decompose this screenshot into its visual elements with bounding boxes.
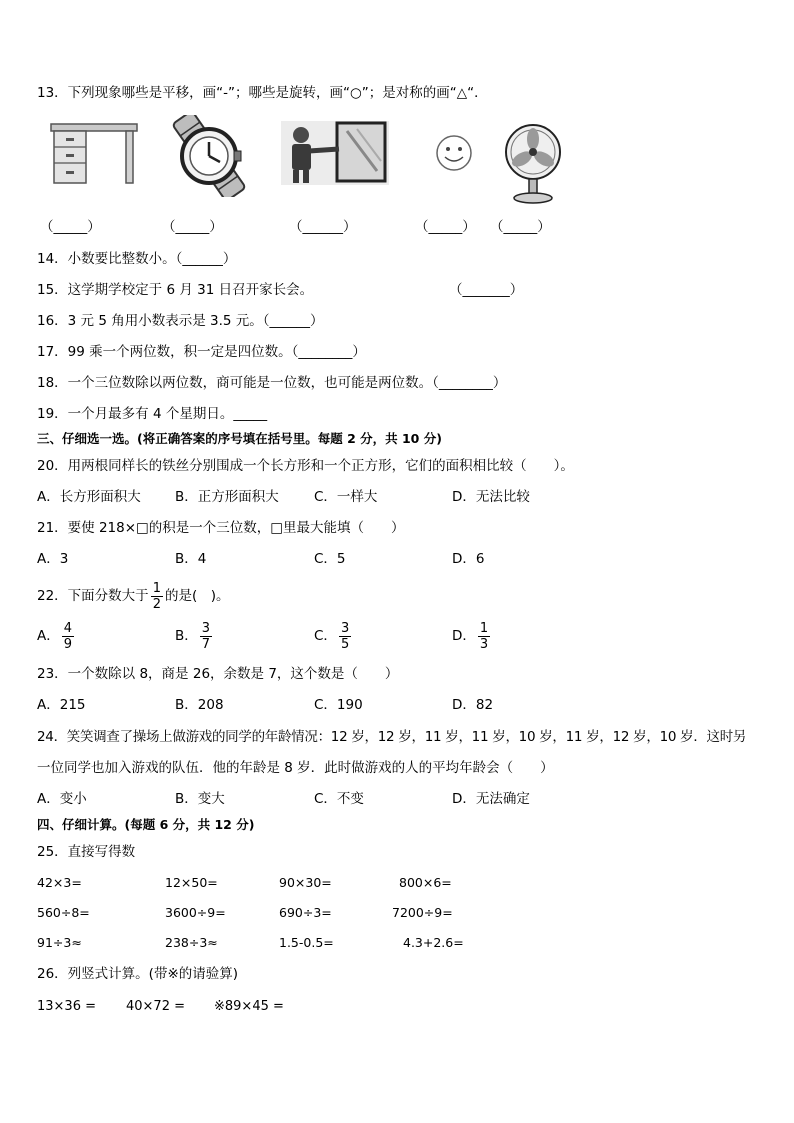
q22-option-a-fraction bbox=[62, 621, 74, 652]
q22-option-b-fraction bbox=[200, 621, 212, 652]
watch-icon bbox=[162, 115, 256, 197]
vertical-calc-item: 40×72 = bbox=[126, 999, 186, 1014]
q22-option-d-label: D． bbox=[452, 628, 476, 644]
section-4-heading: 四、仔细计算。(每题 6 分，共 12 分) bbox=[37, 817, 255, 832]
q23-option-d[interactable]: D．82 bbox=[452, 697, 494, 713]
q22-option-b-label: B． bbox=[175, 628, 198, 644]
denominator: 9 bbox=[63, 636, 73, 652]
q22-option-a-label: A． bbox=[37, 628, 60, 644]
q19-text: 19．一个月最多有 4 个星期日。_____ bbox=[37, 406, 268, 422]
smiley-face-icon bbox=[432, 133, 476, 173]
q13-blank-3[interactable]: （______） bbox=[289, 219, 357, 235]
q15-blank[interactable]: （_______） bbox=[449, 282, 524, 298]
q23-option-c[interactable]: C．190 bbox=[314, 697, 363, 713]
calc-item: 12×50= bbox=[165, 875, 218, 890]
q13-text: 13．下列现象哪些是平移，画“-”；哪些是旋转，画“○”；是对称的画“△“． bbox=[37, 85, 488, 101]
calc-item: 42×3= bbox=[37, 875, 82, 890]
vertical-calc-item: 13×36 = bbox=[37, 999, 97, 1014]
q13-blank-1[interactable]: （_____） bbox=[40, 219, 101, 235]
q20-text: 20．用两根同样长的铁丝分别围成一个长方形和一个正方形，它们的面积相比较（ ）。 bbox=[37, 458, 574, 474]
q22-option-b[interactable] bbox=[175, 619, 214, 653]
q21-text: 21．要使 218×□的积是一个三位数，□里最大能填（ ） bbox=[37, 520, 405, 536]
q15-text: 15．这学期学校定于 6 月 31 日召开家长会。 bbox=[37, 282, 314, 298]
vertical-calc-item: ※89×45 = bbox=[214, 999, 284, 1014]
q24-text-line-2: 一位同学也加入游戏的队伍．他的年龄是 8 岁．此时做游戏的人的平均年龄会（ ） bbox=[37, 760, 554, 776]
calc-item: 4.3+2.6= bbox=[403, 935, 464, 950]
q22-text-before: 22．下面分数大于 bbox=[37, 588, 149, 604]
calc-item: 90×30= bbox=[279, 875, 332, 890]
q25-text: 25．直接写得数 bbox=[37, 844, 136, 860]
calc-item: 238÷3≈ bbox=[165, 935, 218, 950]
desk-icon bbox=[48, 120, 140, 186]
q21-option-a[interactable]: A．3 bbox=[37, 551, 69, 567]
q22-fraction bbox=[151, 581, 163, 612]
q22-option-c-fraction bbox=[339, 621, 351, 652]
denominator: 3 bbox=[479, 636, 489, 652]
q20-option-b[interactable]: B．正方形面积大 bbox=[175, 489, 279, 505]
q14-text: 14．小数要比整数小。（______） bbox=[37, 251, 237, 267]
q21-option-d[interactable]: D．6 bbox=[452, 551, 485, 567]
q22-text-after: 的是( )。 bbox=[164, 588, 230, 604]
calc-item: 1.5-0.5= bbox=[279, 935, 334, 950]
numerator: 1 bbox=[479, 620, 489, 636]
q22-text bbox=[37, 579, 230, 613]
q24-text-line-1: 24．笑笑调查了操场上做游戏的同学的年龄情况：12 岁，12 岁，11 岁，11 岁，10 岁，11 岁，12 岁，10 岁．这时另 bbox=[37, 729, 747, 745]
q22-fraction-numerator: 1 bbox=[152, 580, 161, 596]
q20-option-a[interactable]: A．长方形面积大 bbox=[37, 489, 141, 505]
calc-item: 91÷3≈ bbox=[37, 935, 82, 950]
q16-text: 16．3 元 5 角用小数表示是 3.5 元。（______） bbox=[37, 313, 324, 329]
q22-fraction-denominator: 2 bbox=[152, 596, 161, 612]
q20-option-c[interactable]: C．一样大 bbox=[314, 489, 378, 505]
numerator: 3 bbox=[340, 620, 350, 636]
q13-blank-5[interactable]: （_____） bbox=[490, 219, 551, 235]
q23-text: 23．一个数除以 8，商是 26，余数是 7，这个数是（ ） bbox=[37, 666, 399, 682]
q22-option-c-label: C． bbox=[314, 628, 337, 644]
q24-option-a[interactable]: A．变小 bbox=[37, 791, 87, 807]
q18-text: 18．一个三位数除以两位数，商可能是一位数，也可能是两位数。（________） bbox=[37, 375, 507, 391]
q20-option-d[interactable]: D．无法比较 bbox=[452, 489, 530, 505]
q13-blank-2[interactable]: （_____） bbox=[162, 219, 223, 235]
numerator: 4 bbox=[63, 620, 73, 636]
q24-option-c[interactable]: C．不变 bbox=[314, 791, 364, 807]
q22-option-d-fraction bbox=[478, 621, 490, 652]
q26-text: 26．列竖式计算。(带※的请验算) bbox=[37, 966, 239, 982]
calc-item: 7200÷9= bbox=[392, 905, 453, 920]
q13-blank-4[interactable]: （_____） bbox=[415, 219, 476, 235]
electric-fan-icon bbox=[503, 122, 563, 204]
calc-item: 800×6= bbox=[399, 875, 452, 890]
q17-text: 17．99 乘一个两位数，积一定是四位数。（________） bbox=[37, 344, 366, 360]
q22-option-c[interactable] bbox=[314, 619, 353, 653]
q21-option-c[interactable]: C．5 bbox=[314, 551, 346, 567]
window-push-icon bbox=[281, 121, 389, 185]
calc-item: 560÷8= bbox=[37, 905, 90, 920]
q24-option-d[interactable]: D．无法确定 bbox=[452, 791, 530, 807]
denominator: 5 bbox=[340, 636, 350, 652]
q22-option-d[interactable] bbox=[452, 619, 492, 653]
section-3-heading: 三、仔细选一选。(将正确答案的序号填在括号里。每题 2 分，共 10 分) bbox=[37, 431, 442, 446]
q23-option-a[interactable]: A．215 bbox=[37, 697, 86, 713]
q22-option-a[interactable] bbox=[37, 619, 76, 653]
calc-item: 690÷3= bbox=[279, 905, 332, 920]
denominator: 7 bbox=[201, 636, 211, 652]
numerator: 3 bbox=[201, 620, 211, 636]
q23-option-b[interactable]: B．208 bbox=[175, 697, 224, 713]
q21-option-b[interactable]: B．4 bbox=[175, 551, 207, 567]
calc-item: 3600÷9= bbox=[165, 905, 226, 920]
q24-option-b[interactable]: B．变大 bbox=[175, 791, 225, 807]
